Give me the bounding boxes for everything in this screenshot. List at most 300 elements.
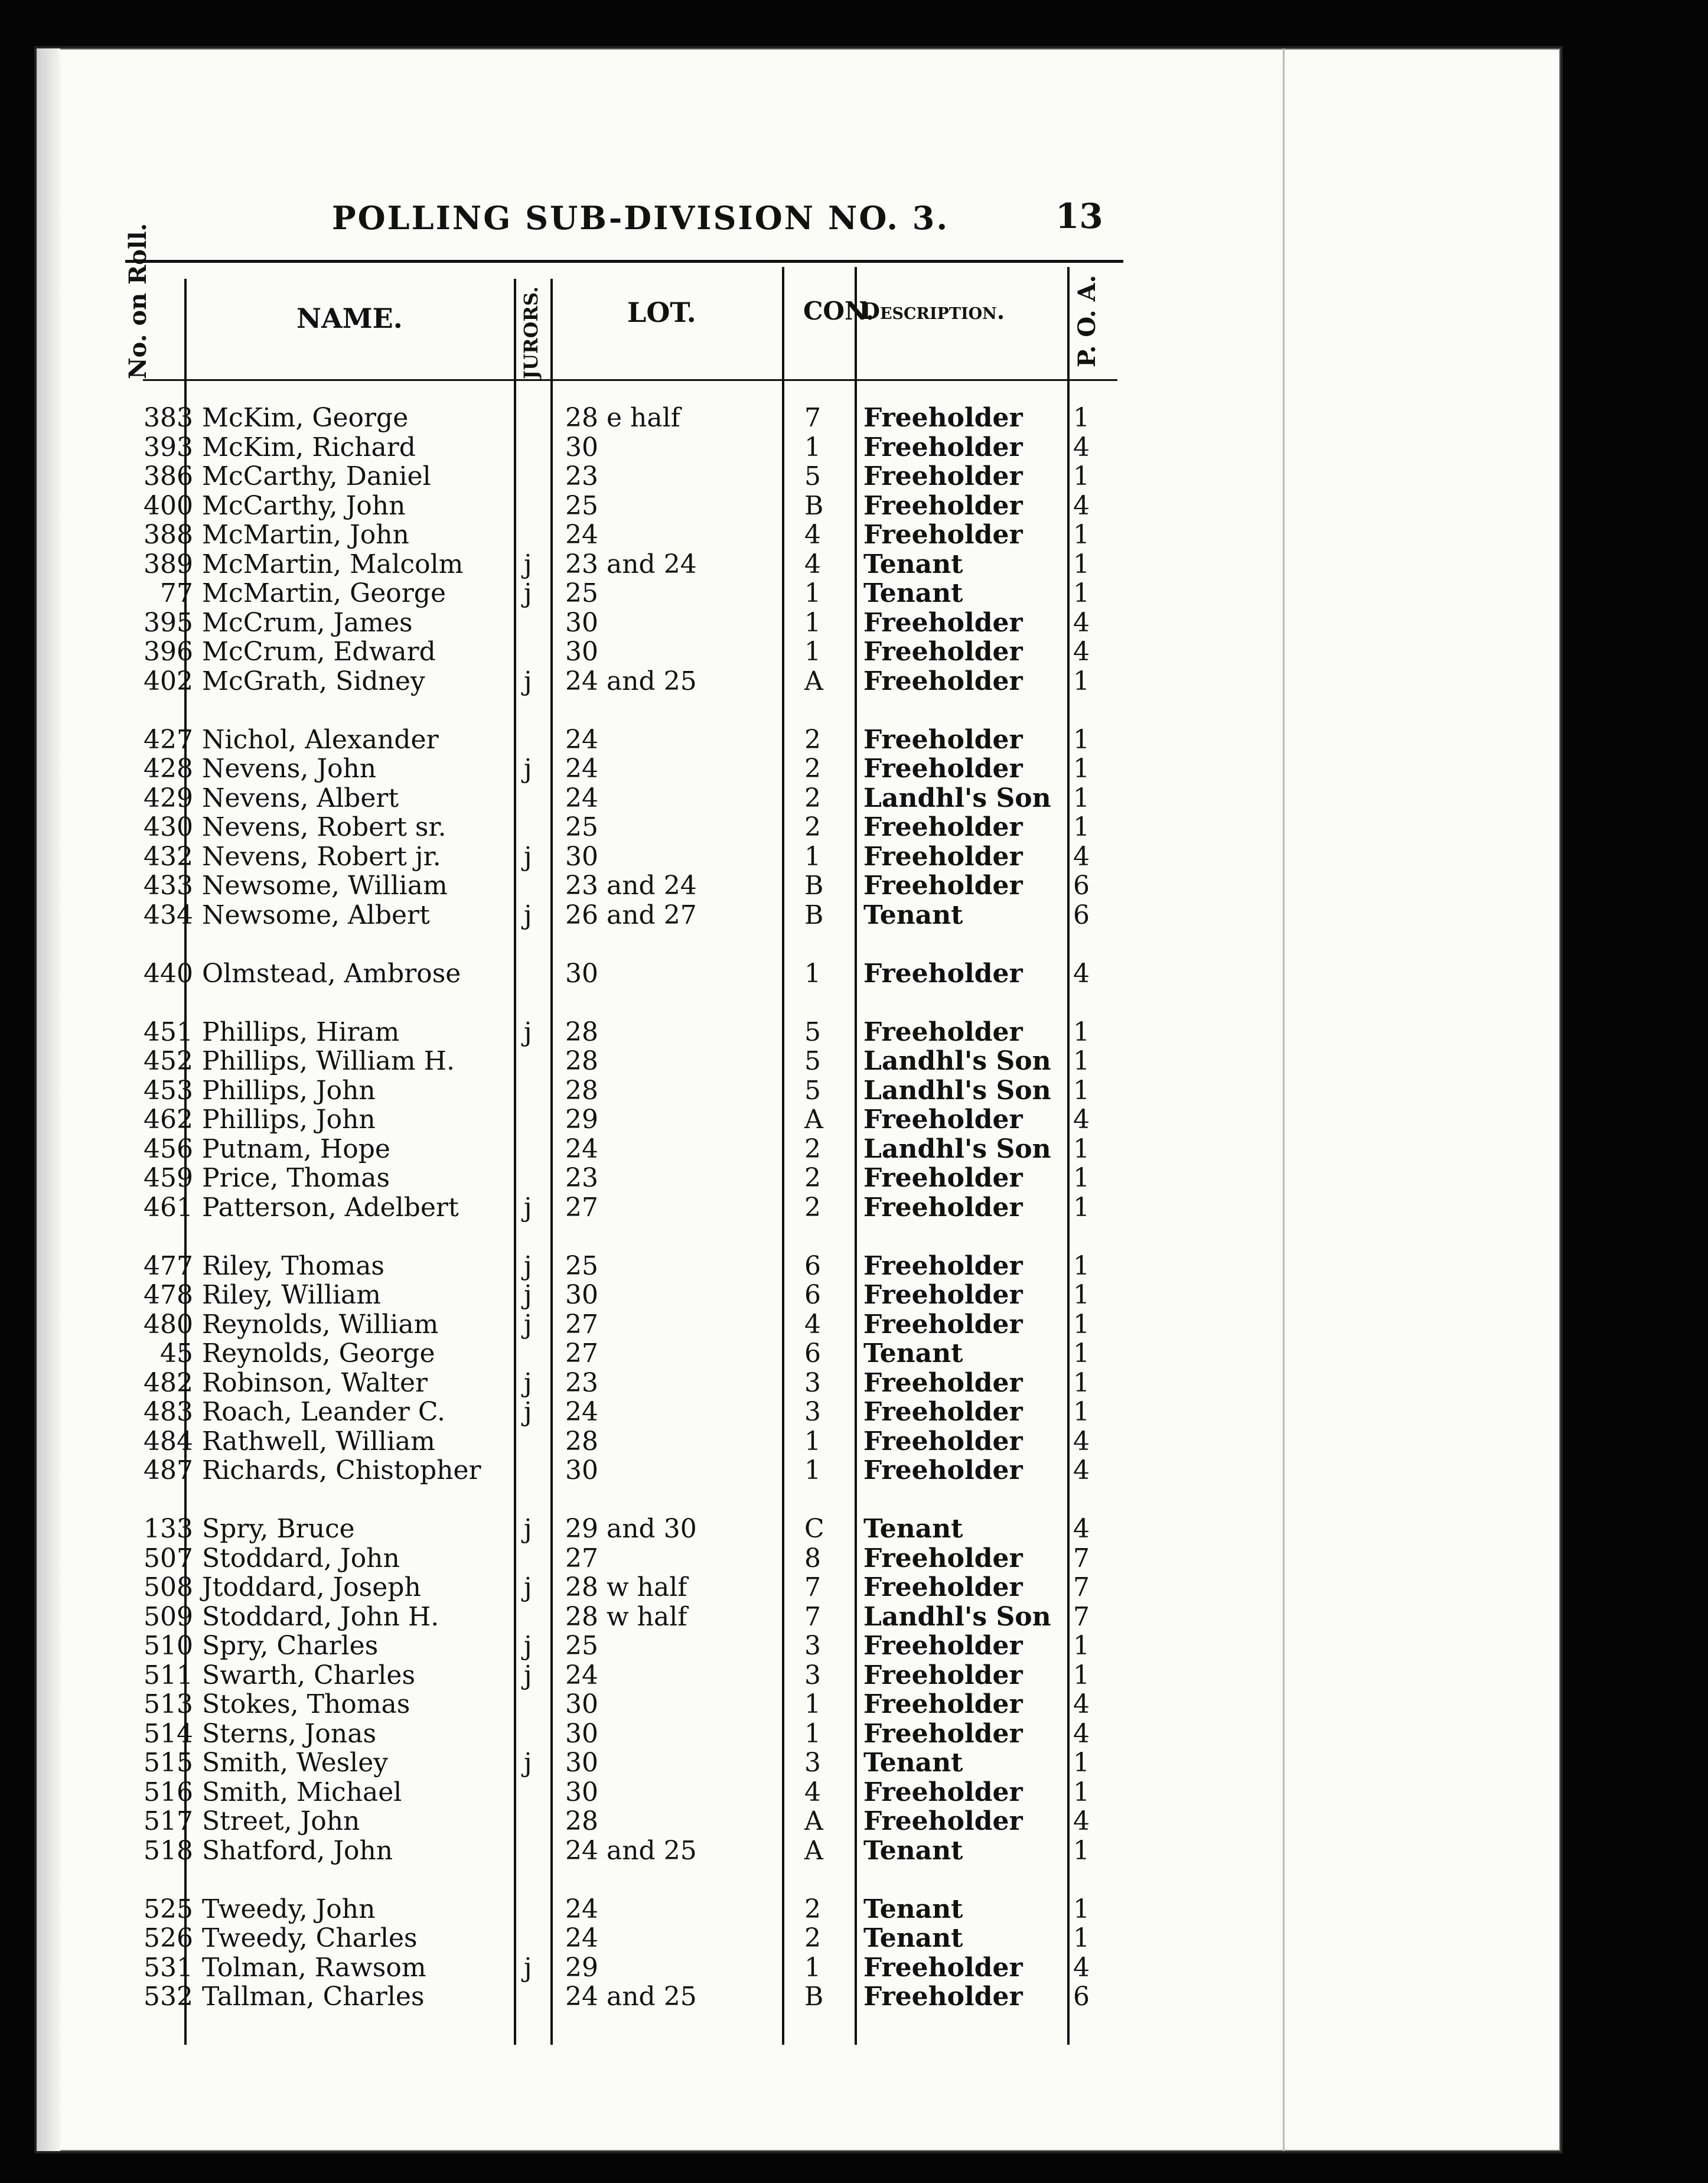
table-row [37, 1104, 1218, 1133]
cell-number: 518 [144, 1835, 193, 1866]
cell-lot: 30 [565, 1718, 598, 1749]
cell-number: 462 [144, 1104, 193, 1135]
table-row [37, 1982, 1218, 2010]
cell-con: 7 [804, 1601, 821, 1632]
cell-number: 428 [144, 754, 193, 784]
cell-description: Freeholder [863, 403, 1023, 433]
cell-juror: j [524, 1748, 532, 1778]
cell-name: McCarthy, Daniel [202, 461, 431, 491]
cell-number: 396 [144, 637, 193, 667]
cell-description: Freeholder [863, 871, 1023, 901]
cell-con: 4 [804, 1777, 821, 1807]
cell-poa: 6 [1073, 900, 1090, 930]
cell-name: Tweedy, Charles [202, 1923, 418, 1953]
cell-description: Tenant [863, 549, 963, 579]
cell-description: Freeholder [863, 490, 1023, 521]
cell-name: Smith, Michael [202, 1777, 402, 1807]
cell-con: 2 [804, 783, 821, 813]
cell-number: 487 [144, 1455, 193, 1485]
cell-poa: 7 [1073, 1601, 1090, 1632]
cell-description: Tenant [863, 1338, 963, 1369]
cell-number: 461 [144, 1192, 193, 1223]
cell-number: 433 [144, 871, 193, 901]
cell-description: Landhl's Son [863, 1046, 1051, 1076]
cell-number: 508 [144, 1572, 193, 1602]
cell-poa: 1 [1073, 1748, 1090, 1778]
cell-con: 7 [804, 403, 821, 433]
cell-description: Tenant [863, 1923, 963, 1953]
cell-con: 2 [804, 1192, 821, 1223]
cell-lot: 24 [565, 520, 598, 550]
cell-name: Jtoddard, Joseph [202, 1572, 421, 1602]
table-row [37, 1514, 1218, 1542]
cell-description: Freeholder [863, 607, 1023, 638]
cell-name: Newsome, Albert [202, 900, 430, 930]
cell-number: 393 [144, 432, 193, 462]
column-head-description: Description. [860, 298, 1005, 324]
cell-name: Tweedy, John [202, 1894, 376, 1924]
cell-con: 3 [804, 1631, 821, 1661]
cell-description: Freeholder [863, 1016, 1023, 1047]
cell-number: 510 [144, 1631, 193, 1661]
cell-con: 1 [804, 1952, 821, 1983]
table-row [37, 1134, 1218, 1162]
cell-description: Freeholder [863, 1660, 1023, 1690]
cell-con: 1 [804, 1689, 821, 1719]
cell-description: Freeholder [863, 1543, 1023, 1573]
cell-number: 480 [144, 1309, 193, 1340]
cell-poa: 1 [1073, 1397, 1090, 1427]
cell-poa: 1 [1073, 403, 1090, 433]
header-rule-bottom [143, 379, 1117, 381]
cell-name: Phillips, John [202, 1075, 376, 1106]
cell-name: Price, Thomas [202, 1163, 390, 1193]
cell-juror: j [524, 841, 532, 872]
table-row [37, 1368, 1218, 1396]
cell-lot: 28 w half [565, 1572, 687, 1602]
cell-con: 5 [804, 461, 821, 491]
cell-con: A [804, 666, 823, 696]
cell-name: Rathwell, William [202, 1426, 435, 1457]
table-row [37, 432, 1218, 461]
cell-poa: 4 [1073, 1689, 1090, 1719]
cell-juror: j [524, 1280, 532, 1310]
table-row [37, 1397, 1218, 1425]
cell-description: Freeholder [863, 1104, 1023, 1135]
table-row [37, 403, 1218, 431]
cell-description: Freeholder [863, 1192, 1023, 1223]
cell-juror: j [524, 578, 532, 608]
cell-poa: 1 [1073, 461, 1090, 491]
cell-name: Riley, William [202, 1280, 381, 1310]
cell-lot: 28 [565, 1426, 598, 1457]
cell-poa: 1 [1073, 666, 1090, 696]
cell-con: 4 [804, 1309, 821, 1340]
table-row [37, 1426, 1218, 1455]
table-row [37, 1046, 1218, 1074]
cell-description: Tenant [863, 578, 963, 608]
cell-juror: j [524, 1952, 532, 1983]
cell-description: Freeholder [863, 432, 1023, 462]
cell-name: McCrum, James [202, 607, 413, 638]
cell-number: 507 [144, 1543, 193, 1573]
table-row [37, 1543, 1218, 1572]
cell-juror: j [524, 1514, 532, 1544]
cell-lot: 24 [565, 1894, 598, 1924]
cell-number: 451 [144, 1016, 193, 1047]
cell-poa: 6 [1073, 1982, 1090, 2012]
cell-description: Freeholder [863, 461, 1023, 491]
cell-poa: 1 [1073, 1250, 1090, 1281]
cell-con: 2 [804, 1133, 821, 1164]
table-row [37, 725, 1218, 753]
table-row [37, 1338, 1218, 1367]
cell-lot: 28 [565, 1046, 598, 1076]
cell-con: A [804, 1104, 823, 1135]
column-head-jurors: JURORS. [520, 286, 542, 379]
cell-poa: 4 [1073, 958, 1090, 989]
cell-name: Reynolds, George [202, 1338, 435, 1369]
cell-name: Nevens, Robert sr. [202, 812, 446, 842]
cell-name: Sterns, Jonas [202, 1718, 377, 1749]
cell-name: Smith, Wesley [202, 1748, 389, 1778]
cell-lot: 24 [565, 754, 598, 784]
page-number: 13 [1055, 196, 1103, 236]
cell-lot: 24 [565, 1923, 598, 1953]
cell-number: 478 [144, 1280, 193, 1310]
cell-con: 7 [804, 1572, 821, 1602]
cell-number: 514 [144, 1718, 193, 1749]
cell-number: 77 [160, 578, 193, 608]
cell-poa: 1 [1073, 1835, 1090, 1866]
cell-con: A [804, 1835, 823, 1866]
cell-description: Freeholder [863, 724, 1023, 755]
cell-name: Tallman, Charles [202, 1982, 425, 2012]
cell-description: Landhl's Son [863, 1133, 1051, 1164]
cell-description: Freeholder [863, 1250, 1023, 1281]
cell-poa: 7 [1073, 1543, 1090, 1573]
cell-number: 133 [144, 1514, 193, 1544]
cell-name: Patterson, Adelbert [202, 1192, 459, 1223]
cell-description: Landhl's Son [863, 1601, 1051, 1632]
table-row [37, 959, 1218, 987]
cell-lot: 30 [565, 607, 598, 638]
cell-poa: 1 [1073, 1923, 1090, 1953]
cell-name: Putnam, Hope [202, 1133, 390, 1164]
cell-name: McKim, George [202, 403, 409, 433]
header-rule-top [125, 260, 1123, 263]
cell-number: 427 [144, 724, 193, 755]
cell-number: 532 [144, 1982, 193, 2012]
table-row [37, 1572, 1218, 1601]
cell-description: Freeholder [863, 637, 1023, 667]
cell-name: Riley, Thomas [202, 1250, 385, 1281]
cell-con: 5 [804, 1016, 821, 1047]
cell-poa: 1 [1073, 1016, 1090, 1047]
cell-name: Phillips, Hiram [202, 1016, 400, 1047]
cell-lot: 25 [565, 1631, 598, 1661]
cell-con: 1 [804, 958, 821, 989]
cell-juror: j [524, 1660, 532, 1690]
cell-description: Freeholder [863, 1777, 1023, 1807]
cell-lot: 27 [565, 1338, 598, 1369]
cell-poa: 1 [1073, 549, 1090, 579]
cell-description: Freeholder [863, 1806, 1023, 1836]
cell-name: Reynolds, William [202, 1309, 439, 1340]
page-title: POLLING SUB-DIVISION NO. 3. [332, 199, 950, 237]
cell-number: 459 [144, 1163, 193, 1193]
table-row [37, 1251, 1218, 1279]
cell-poa: 1 [1073, 1777, 1090, 1807]
cell-name: McMartin, George [202, 578, 446, 608]
cell-number: 456 [144, 1133, 193, 1164]
cell-number: 432 [144, 841, 193, 872]
cell-poa: 4 [1073, 1455, 1090, 1485]
cell-name: Stoddard, John H. [202, 1601, 439, 1632]
table-row [37, 491, 1218, 519]
cell-con: 8 [804, 1543, 821, 1573]
table-row [37, 1777, 1218, 1806]
cell-lot: 23 [565, 1367, 598, 1398]
cell-poa: 1 [1073, 1192, 1090, 1223]
cell-poa: 7 [1073, 1572, 1090, 1602]
cell-con: 1 [804, 607, 821, 638]
cell-con: 3 [804, 1397, 821, 1427]
cell-number: 453 [144, 1075, 193, 1106]
cell-poa: 1 [1073, 1046, 1090, 1076]
cell-poa: 1 [1073, 724, 1090, 755]
cell-number: 484 [144, 1426, 193, 1457]
table-row [37, 608, 1218, 636]
cell-lot: 27 [565, 1543, 598, 1573]
cell-juror: j [524, 754, 532, 784]
cell-description: Freeholder [863, 1631, 1023, 1661]
cell-lot: 30 [565, 1777, 598, 1807]
cell-name: Newsome, William [202, 871, 448, 901]
cell-name: Stoddard, John [202, 1543, 400, 1573]
cell-lot: 29 and 30 [565, 1514, 697, 1544]
cell-number: 483 [144, 1397, 193, 1427]
cell-con: 1 [804, 1718, 821, 1749]
cell-number: 429 [144, 783, 193, 813]
cell-description: Freeholder [863, 754, 1023, 784]
cell-description: Tenant [863, 1894, 963, 1924]
cell-con: 1 [804, 432, 821, 462]
cell-con: 1 [804, 1426, 821, 1457]
cell-poa: 1 [1073, 1338, 1090, 1369]
cell-poa: 4 [1073, 841, 1090, 872]
cell-number: 452 [144, 1046, 193, 1076]
cell-juror: j [524, 1397, 532, 1427]
table-row [37, 1280, 1218, 1308]
cell-lot: 27 [565, 1309, 598, 1340]
cell-name: McGrath, Sidney [202, 666, 425, 696]
cell-poa: 1 [1073, 1280, 1090, 1310]
cell-poa: 1 [1073, 754, 1090, 784]
cell-con: 4 [804, 520, 821, 550]
cell-description: Freeholder [863, 841, 1023, 872]
column-head-poa: P. O. A. [1073, 275, 1101, 367]
cell-poa: 1 [1073, 812, 1090, 842]
cell-name: Shatford, John [202, 1835, 393, 1866]
cell-description: Freeholder [863, 1309, 1023, 1340]
cell-name: McMartin, John [202, 520, 409, 550]
table-row [37, 754, 1218, 782]
cell-description: Freeholder [863, 1952, 1023, 1983]
cell-description: Freeholder [863, 958, 1023, 989]
table-row [37, 1719, 1218, 1747]
cell-number: 383 [144, 403, 193, 433]
table-row [37, 1631, 1218, 1659]
cell-name: Phillips, John [202, 1104, 376, 1135]
cell-lot: 29 [565, 1104, 598, 1135]
cell-lot: 30 [565, 1455, 598, 1485]
cell-con: 1 [804, 1455, 821, 1485]
cell-description: Freeholder [863, 1572, 1023, 1602]
cell-lot: 24 and 25 [565, 1982, 697, 2012]
cell-con: 3 [804, 1748, 821, 1778]
table-row [37, 549, 1218, 578]
cell-description: Freeholder [863, 1982, 1023, 2012]
cell-lot: 28 e half [565, 403, 680, 433]
cell-juror: j [524, 1309, 532, 1340]
cell-lot: 24 [565, 783, 598, 813]
cell-con: 6 [804, 1250, 821, 1281]
cell-poa: 1 [1073, 1133, 1090, 1164]
cell-lot: 26 and 27 [565, 900, 697, 930]
cell-con: 1 [804, 637, 821, 667]
cell-description: Freeholder [863, 812, 1023, 842]
cell-poa: 1 [1073, 578, 1090, 608]
cell-lot: 24 and 25 [565, 1835, 697, 1866]
cell-lot: 25 [565, 812, 598, 842]
cell-lot: 25 [565, 490, 598, 521]
page-fold [1283, 48, 1285, 2151]
cell-number: 526 [144, 1923, 193, 1953]
cell-lot: 29 [565, 1952, 598, 1983]
cell-number: 434 [144, 900, 193, 930]
cell-juror: j [524, 1016, 532, 1047]
cell-number: 400 [144, 490, 193, 521]
table-row [37, 578, 1218, 607]
table-row [37, 842, 1218, 870]
cell-number: 482 [144, 1367, 193, 1398]
cell-juror: j [524, 666, 532, 696]
cell-poa: 6 [1073, 871, 1090, 901]
cell-number: 388 [144, 520, 193, 550]
cell-lot: 28 [565, 1016, 598, 1047]
cell-lot: 28 [565, 1075, 598, 1106]
cell-poa: 1 [1073, 1163, 1090, 1193]
cell-lot: 30 [565, 958, 598, 989]
cell-number: 430 [144, 812, 193, 842]
cell-description: Freeholder [863, 1455, 1023, 1485]
cell-number: 517 [144, 1806, 193, 1836]
table-row [37, 520, 1218, 548]
cell-name: McKim, Richard [202, 432, 416, 462]
cell-con: B [804, 871, 824, 901]
cell-lot: 23 and 24 [565, 871, 697, 901]
table-row [37, 1806, 1218, 1835]
table-row [37, 871, 1218, 899]
cell-con: C [804, 1514, 824, 1544]
cell-poa: 1 [1073, 1631, 1090, 1661]
table-row [37, 1836, 1218, 1864]
table-row [37, 1192, 1218, 1221]
cell-poa: 1 [1073, 520, 1090, 550]
table-row [37, 1602, 1218, 1630]
cell-con: 3 [804, 1367, 821, 1398]
cell-con: 4 [804, 549, 821, 579]
table-row [37, 783, 1218, 812]
cell-name: Phillips, William H. [202, 1046, 455, 1076]
cell-name: Olmstead, Ambrose [202, 958, 461, 989]
cell-number: 513 [144, 1689, 193, 1719]
cell-description: Tenant [863, 1748, 963, 1778]
cell-lot: 30 [565, 841, 598, 872]
cell-juror: j [524, 1250, 532, 1281]
table-row [37, 1748, 1218, 1776]
cell-name: McCarthy, John [202, 490, 406, 521]
cell-number: 402 [144, 666, 193, 696]
cell-name: Spry, Charles [202, 1631, 379, 1661]
table-row [37, 1923, 1218, 1951]
cell-lot: 30 [565, 1748, 598, 1778]
cell-lot: 25 [565, 1250, 598, 1281]
cell-poa: 4 [1073, 432, 1090, 462]
cell-con: B [804, 1982, 824, 2012]
cell-name: McCrum, Edward [202, 637, 436, 667]
cell-poa: 4 [1073, 490, 1090, 521]
cell-number: 386 [144, 461, 193, 491]
cell-poa: 4 [1073, 1806, 1090, 1836]
cell-name: Richards, Chistopher [202, 1455, 481, 1485]
cell-number: 531 [144, 1952, 193, 1983]
cell-description: Freeholder [863, 666, 1023, 696]
table-row [37, 1163, 1218, 1191]
cell-juror: j [524, 549, 532, 579]
cell-poa: 4 [1073, 1718, 1090, 1749]
cell-poa: 1 [1073, 1894, 1090, 1924]
cell-poa: 4 [1073, 637, 1090, 667]
cell-description: Tenant [863, 1835, 963, 1866]
cell-lot: 28 [565, 1806, 598, 1836]
cell-name: Robinson, Walter [202, 1367, 428, 1398]
cell-lot: 23 [565, 1163, 598, 1193]
cell-lot: 24 [565, 1397, 598, 1427]
cell-description: Freeholder [863, 520, 1023, 550]
cell-lot: 23 [565, 461, 598, 491]
cell-name: Nevens, John [202, 754, 377, 784]
cell-lot: 24 and 25 [565, 666, 697, 696]
cell-juror: j [524, 900, 532, 930]
cell-juror: j [524, 1192, 532, 1223]
table-row [37, 900, 1218, 928]
cell-con: 2 [804, 1894, 821, 1924]
cell-poa: 4 [1073, 1104, 1090, 1135]
table-row [37, 1455, 1218, 1484]
table-row [37, 1689, 1218, 1718]
cell-lot: 24 [565, 724, 598, 755]
cell-name: Swarth, Charles [202, 1660, 416, 1690]
table-row [37, 666, 1218, 695]
column-head-con: CON. [803, 297, 875, 325]
cell-description: Tenant [863, 1514, 963, 1544]
cell-con: 2 [804, 1163, 821, 1193]
cell-name: Nevens, Robert jr. [202, 841, 441, 872]
column-head-lot: LOT. [627, 297, 696, 328]
cell-lot: 24 [565, 1133, 598, 1164]
